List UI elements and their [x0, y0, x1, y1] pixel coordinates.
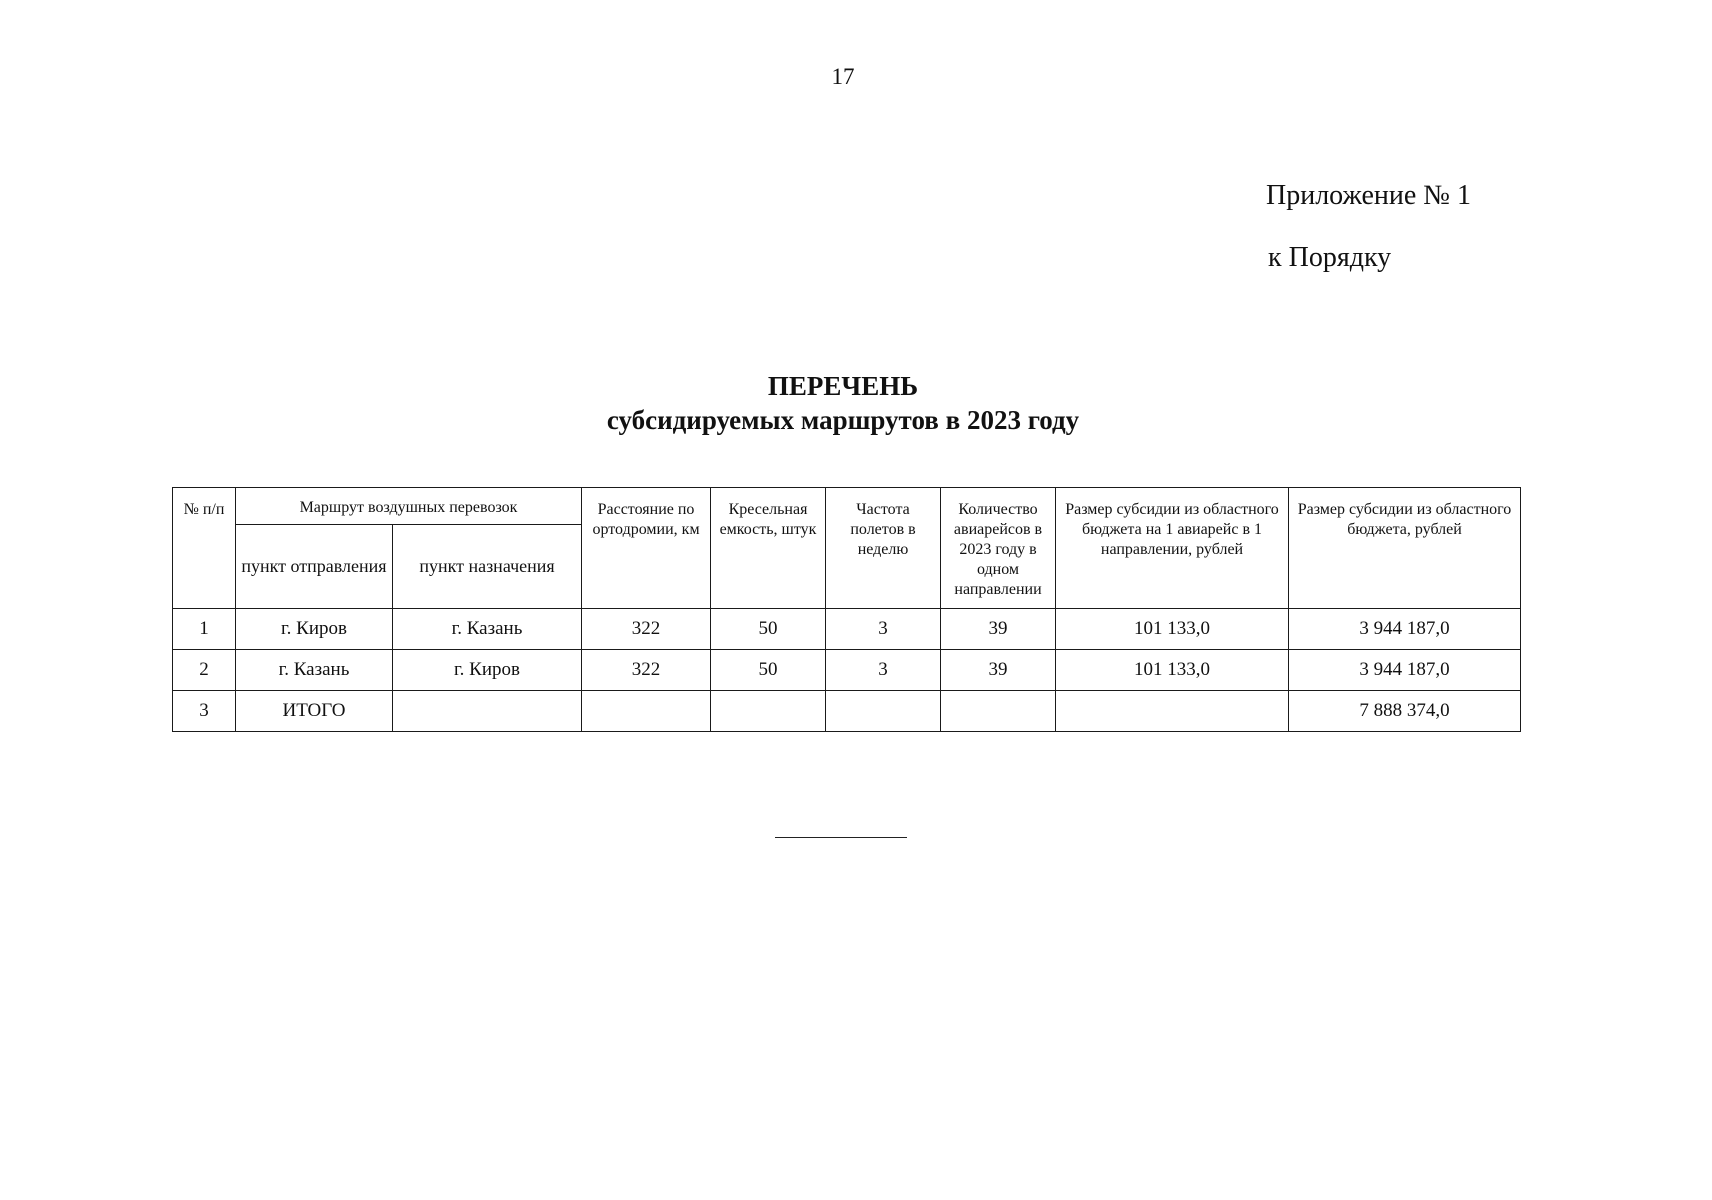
table-row-total [173, 691, 1521, 732]
page-number: 17 [831, 64, 855, 89]
cell-num: 3 [173, 691, 236, 732]
header-capacity: Кресельная емкость, штук [711, 488, 826, 609]
cell-flights: 39 [941, 609, 1056, 650]
header-subsidy-total: Размер субсидии из областного бюджета, рублей [1289, 488, 1521, 609]
cell-num: 2 [173, 650, 236, 691]
cell-flights: 39 [941, 650, 1056, 691]
cell-capacity: 50 [711, 609, 826, 650]
table-row [173, 650, 1521, 691]
appendix-subtitle: к Порядку [1268, 242, 1392, 273]
cell-capacity [711, 691, 826, 732]
cell-distance [582, 691, 711, 732]
cell-frequency [826, 691, 941, 732]
cell-departure: г. Казань [236, 650, 393, 691]
table-row [173, 609, 1521, 650]
end-divider [775, 837, 907, 838]
header-route: Маршрут воздушных перевозок [236, 488, 582, 525]
cell-flights [941, 691, 1056, 732]
header-num: № п/п [173, 488, 236, 609]
cell-subsidy-total: 3 944 187,0 [1289, 609, 1521, 650]
header-distance: Расстояние по ортодромии, км [582, 488, 711, 609]
cell-distance: 322 [582, 609, 711, 650]
cell-frequency: 3 [826, 650, 941, 691]
cell-subsidy-per-flight: 101 133,0 [1056, 650, 1289, 691]
header-subsidy-per-flight: Размер субсидии из областного бюджета на 1 авиарейс в 1 направлении, рублей [1056, 488, 1289, 609]
cell-subsidy-per-flight: 101 133,0 [1056, 609, 1289, 650]
header-frequency: Частота полетов в неделю [826, 488, 941, 609]
cell-subsidy-per-flight [1056, 691, 1289, 732]
cell-frequency: 3 [826, 609, 941, 650]
document-subtitle: субсидируемых маршрутов в 2023 году [606, 405, 1080, 435]
cell-subsidy-total: 3 944 187,0 [1289, 650, 1521, 691]
cell-capacity: 50 [711, 650, 826, 691]
document-title: ПЕРЕЧЕНЬ [767, 371, 919, 401]
header-flights: Количество авиарейсов в 2023 году в одном направлении [941, 488, 1056, 609]
routes-table [172, 487, 1521, 732]
cell-departure: г. Киров [236, 609, 393, 650]
cell-num: 1 [173, 609, 236, 650]
cell-destination [393, 691, 582, 732]
cell-destination: г. Казань [393, 609, 582, 650]
cell-destination: г. Киров [393, 650, 582, 691]
cell-subsidy-total: 7 888 374,0 [1289, 691, 1521, 732]
appendix-title: Приложение № 1 [1266, 180, 1471, 211]
header-destination: пункт назначения [393, 525, 582, 609]
cell-distance: 322 [582, 650, 711, 691]
header-departure: пункт отправления [236, 525, 393, 609]
cell-total-label: ИТОГО [236, 691, 393, 732]
